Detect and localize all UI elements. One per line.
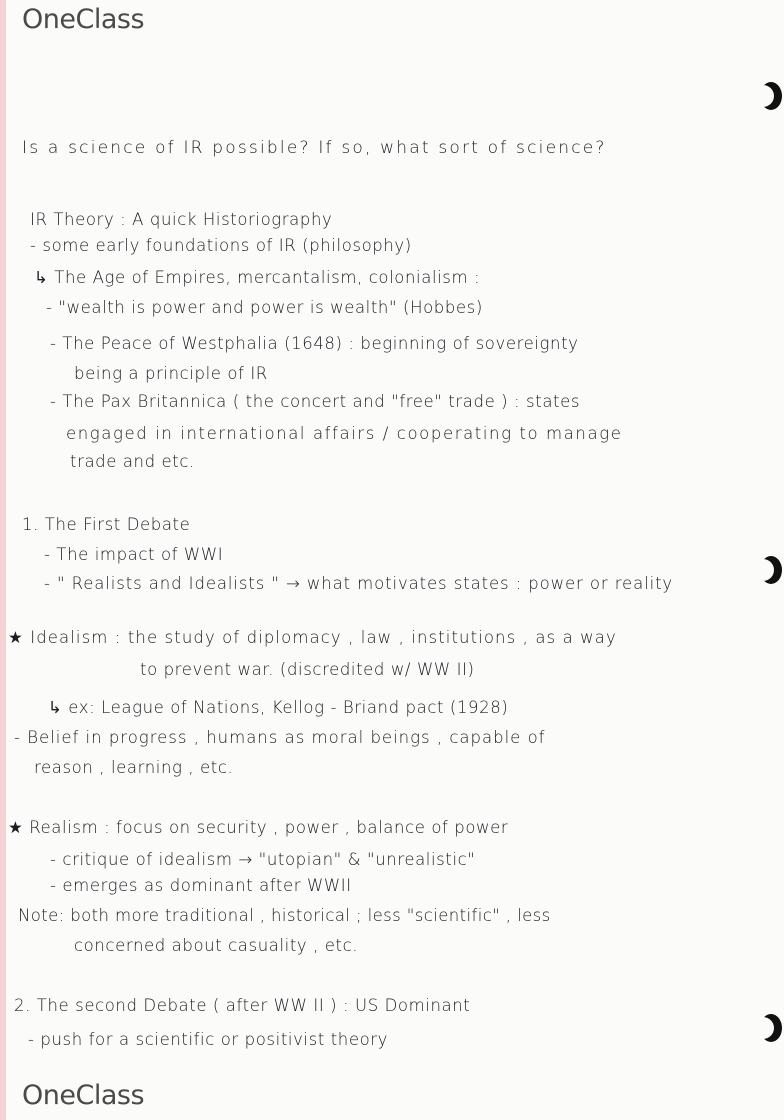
note-line: ★ Idealism : the study of diplomacy , law , institutions , as a way: [8, 628, 617, 647]
note-line: engaged in international affairs / cooperating to manage: [66, 424, 623, 443]
note-line: ↳ The Age of Empires, mercantalism, colonialism :: [34, 268, 481, 287]
note-line: - "wealth is power and power is wealth" (Hobbes): [46, 298, 483, 317]
section-heading: 1. The First Debate: [22, 515, 191, 534]
note-line: - The Pax Britannica ( the concert and "free" trade ) : states: [50, 392, 581, 411]
note-line: to prevent war. (discredited w/ WW II): [140, 660, 475, 679]
punch-hole-bottom: [760, 1014, 782, 1042]
note-line: - The impact of WWI: [44, 545, 224, 564]
note-line: - emerges as dominant after WWII: [50, 876, 352, 895]
margin-line: [0, 0, 6, 1120]
note-line: being a principle of IR: [74, 364, 268, 383]
note-line: - critique of idealism → "utopian" & "unrealistic": [50, 850, 476, 869]
note-line: ★ Realism : focus on security , power , balance of power: [8, 818, 509, 837]
oneclass-logo-bottom: OneClass: [22, 1080, 145, 1111]
note-line: - The Peace of Westphalia (1648) : beginning of sovereignty: [50, 334, 579, 353]
note-line: - " Realists and Idealists " → what motivates states : power or reality: [44, 574, 674, 593]
note-line: IR Theory : A quick Historiography: [30, 210, 333, 229]
punch-hole-top: [760, 82, 782, 110]
note-line: trade and etc.: [70, 452, 195, 471]
oneclass-logo-top: OneClass: [22, 4, 145, 35]
note-line: - Belief in progress , humans as moral beings , capable of: [14, 728, 546, 747]
note-line: - push for a scientific or positivist theory: [28, 1030, 389, 1049]
note-line: concerned about casuality , etc.: [74, 936, 359, 955]
section-heading: 2. The second Debate ( after WW II ) : US Dominant: [14, 996, 471, 1015]
note-line: reason , learning , etc.: [34, 758, 234, 777]
question-line: Is a science of IR possible? If so, what sort of science?: [22, 138, 607, 158]
note-line: ↳ ex: League of Nations, Kellog - Briand pact (1928): [48, 698, 509, 717]
punch-hole-middle: [760, 556, 782, 584]
note-line: - some early foundations of IR (philosophy): [30, 236, 412, 255]
note-line: Note: both more traditional , historical ; less "scientific" , less: [18, 906, 551, 925]
